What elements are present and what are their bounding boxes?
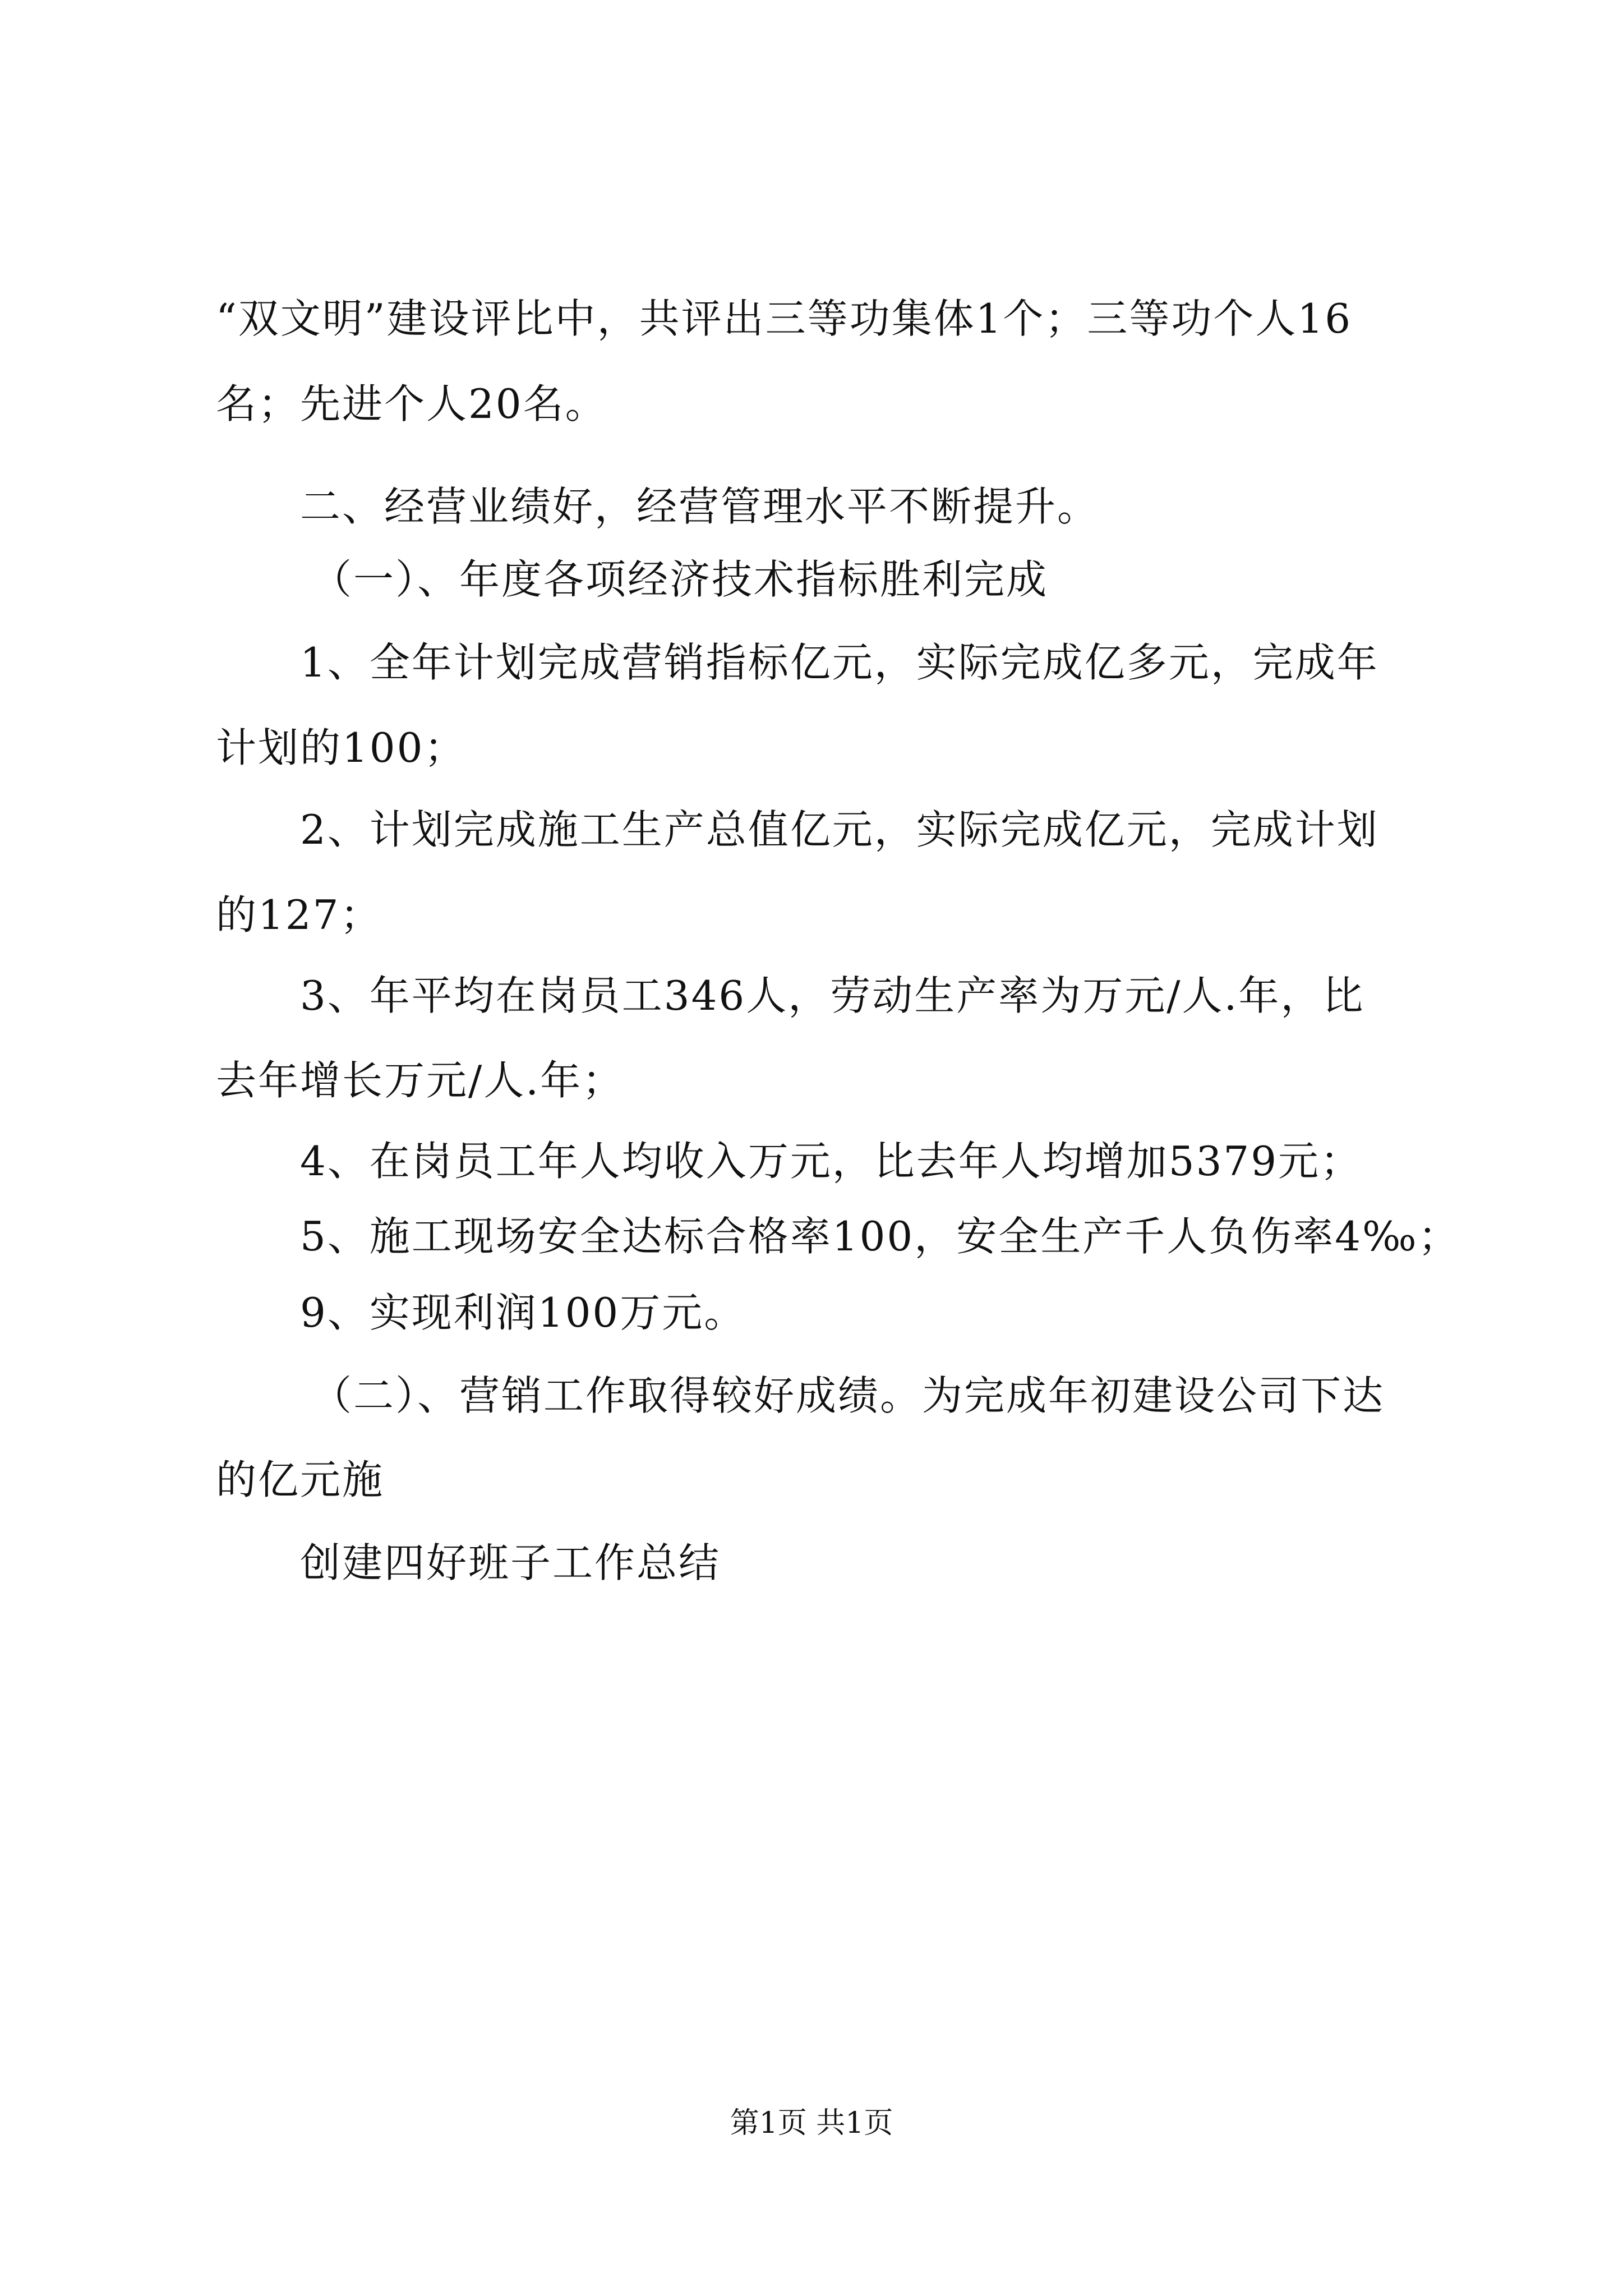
item-4-line: 4、在岗员工年人均收入万元，比去年人均增加5379元； [300, 1138, 1363, 1185]
subsection-heading-2: （二）、营销工作取得较好成绩。为完成年初建设公司下达 [311, 1372, 1385, 1419]
item-1-line-2: 计划的100； [216, 724, 467, 771]
subsection-heading-1: （一）、年度各项经济技术指标胜利完成 [311, 556, 1049, 603]
item-9-line: 9、实现利润100万元。 [300, 1289, 746, 1336]
text-line-2: 名；先进个人20名。 [216, 380, 607, 427]
page-number-footer: 第1页 共1页 [730, 2106, 893, 2140]
item-2-line-2: 的127； [216, 891, 382, 938]
text-line-1: “双文明”建设评比中，共评出三等功集体1个；三等功个人16 [216, 295, 1353, 342]
item-3-line-2: 去年增长万元/人.年； [216, 1057, 625, 1104]
document-title-line: 创建四好班子工作总结 [300, 1539, 721, 1586]
item-3-line-1: 3、年平均在岗员工346人，劳动生产率为万元/人.年，比 [300, 972, 1365, 1019]
item-5-line: 5、施工现场安全达标合格率100，安全生产千人负伤率4‰； [300, 1213, 1460, 1260]
item-1-line-1: 1、全年计划完成营销指标亿元，实际完成亿多元，完成年 [300, 639, 1379, 686]
item-2-line-1: 2、计划完成施工生产总值亿元，实际完成亿元，完成计划 [300, 806, 1379, 853]
section-heading-2: 二、经营业绩好，经营管理水平不断提升。 [300, 483, 1100, 530]
subsection-2-line-2: 的亿元施 [216, 1456, 385, 1503]
